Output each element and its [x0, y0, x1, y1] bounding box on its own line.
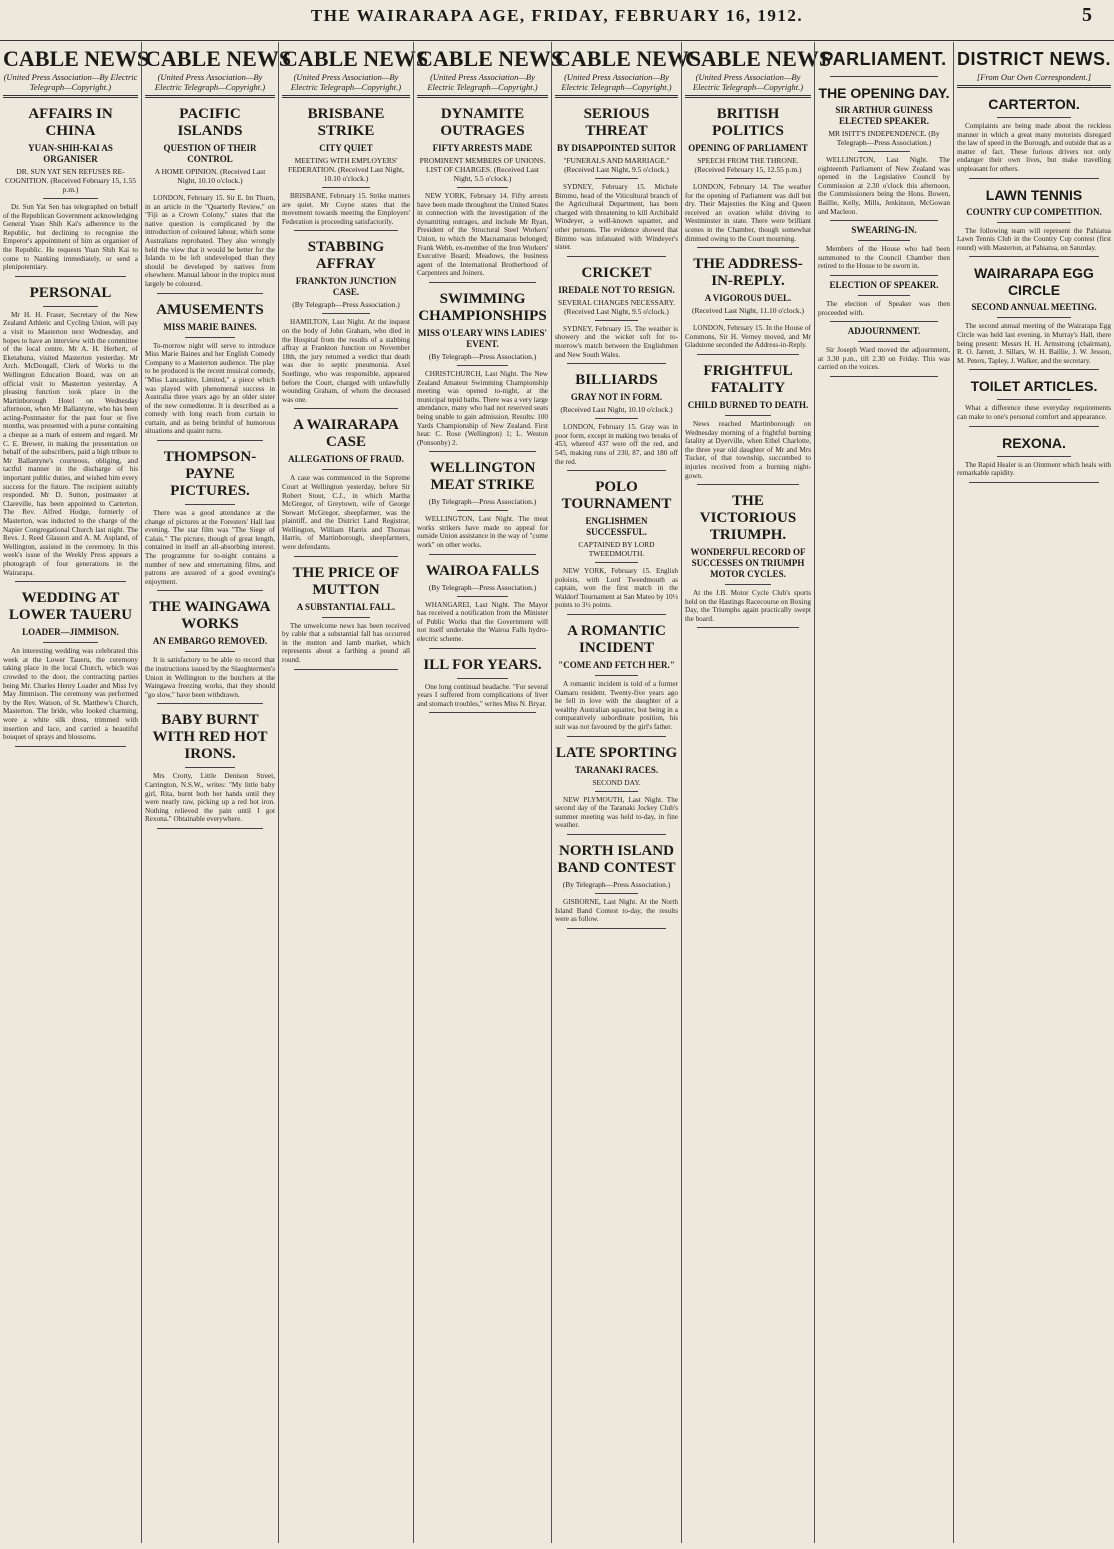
story-subheading: CHILD BURNED TO DEATH. [687, 399, 809, 410]
story-body: A romantic incident is told of a former Oamaru resident. Twenty-five years ago he fell in love with the daughter of a wealthy Australian squatter, but being in a comparatively subordinate position, his suit was not favoured by the girl's father. [555, 680, 678, 732]
divider [429, 648, 536, 649]
story-body: LONDON, February 14. The weather for the opening of Parliament was dull but dry. Their Majesties the King and Queen received an ovation whilst driving to Westminster in state. There were brilliant scenes in the Chamber, though somewhat dimmed owing to the Court mourning. [685, 183, 811, 243]
divider [997, 399, 1071, 400]
divider [15, 746, 126, 747]
story-subheading: GRAY NOT IN FORM. [570, 392, 663, 403]
column-2 [141, 42, 292, 1543]
column-credit: [From Our Own Correspondent.] [957, 72, 1111, 88]
story-headline: STABBING AFFRAY [307, 239, 385, 273]
divider [858, 151, 910, 152]
story-body: One long continual headache. "For several years I suffered from complications of liver and stomach troubles," writes Miss N. Bryar. [417, 682, 548, 708]
story-subheading: SIR ARTHUR GUINESS ELECTED SPEAKER. [835, 105, 933, 126]
divider [595, 178, 638, 179]
divider [830, 321, 938, 322]
divider [457, 678, 508, 679]
divider [595, 791, 638, 792]
column-header: CABLE NEWS [555, 46, 702, 71]
divider [294, 556, 398, 557]
column-header: CABLE NEWS [417, 46, 564, 71]
story-headline: THE VICTORIOUS TRIUMPH. [699, 493, 797, 544]
divider [858, 341, 910, 342]
divider [725, 178, 771, 179]
story-body: Sir Joseph Ward moved the adjournment, at 3.30 p.m., till 2.30 on Friday. This was carried on the voices. [818, 346, 950, 372]
story-dateline: "FUNERALS AND MARRIAGE." (Received Last Night, 9.5 o'clock.) [563, 156, 670, 174]
story-subheading: ELECTION OF SPEAKER. [829, 279, 939, 290]
divider [43, 642, 98, 643]
story-body: An interesting wedding was celebrated this week at the Lower Taueru, the ceremony taking place in the local Church, which was crowded to the door, the contracting parties being Mr. Charles Henry Loader and Miss Ivy May Jimmison. The ceremony was performed by the Rev. Watson, of St. Matthew's Church, Masterton. The bride, who looked charming, wore a white silk dress, trimmed with insertion and lace, and carried a beautiful bouquet of sprays and blossoms. [3, 647, 138, 742]
column-header: PARLIAMENT. [821, 49, 947, 69]
divider [15, 581, 126, 582]
story-subheading: IREDALE NOT TO RESIGN. [558, 284, 675, 295]
story-headline: CARTERTON. [988, 96, 1080, 112]
story-headline: AMUSEMENTS [156, 301, 264, 318]
story-body: Dr. Sun Yat Sen has telegraphed on behalf of the Republican Government acknowledging General Yuan Shih Kai's adherence to the Republic, but declining to recognise the Emperor's appointment of him as organiser of the Republic. He requests Yuan Shih Kai to come to Nanking immediately, or send a plenipotentiary. [3, 203, 138, 272]
divider [567, 614, 666, 615]
divider [595, 893, 638, 894]
column-3 [278, 42, 429, 1543]
divider [322, 617, 370, 618]
story-subheading: FRANKTON JUNCTION CASE. [295, 276, 397, 298]
story-dateline: MR ISITT'S INDEPENDENCE. (By Telegraph—Press Association.) [828, 129, 940, 147]
divider [969, 178, 1099, 179]
divider [43, 198, 98, 199]
story-dateline: DR. SUN YAT SEN REFUSES RE-COGNITION. (Received February 15, 1.55 p.m.) [4, 167, 136, 194]
story-body: SYDNEY, February 15. The weather is showery and the wicket soft for to-morrow's match between the Englishmen and New South Wales. [555, 324, 678, 359]
divider [725, 415, 771, 416]
story-body: LONDON, February 15. Sir E. Im Thurn, in an article in the "Quarterly Review," on "Fiji as a Crown Colony," states that the native question is complicated by the introduction of coloured labour, which some Australians reprobated. They also wrongly held the view that it would be better for the Islands to be left undeveloped than they should be developed by natives from elsewhere. Manual labour in the tropics must largely be coloured. [145, 194, 275, 288]
divider [567, 736, 666, 737]
story-subheading: SWEARING-IN. [851, 225, 917, 236]
story-headline: POLO TOURNAMENT [561, 479, 672, 513]
divider [185, 651, 235, 652]
divider [185, 189, 235, 190]
story-headline: PERSONAL [29, 284, 112, 301]
divider [457, 187, 508, 188]
column-header: CABLE NEWS [685, 46, 832, 71]
story-body: NEW YORK, February 14. Fifty arrests have been made throughout the United States in connection with the investigation of the dynamiting outrages, and include Mr Ryan, President of the Structural Steel Workers' Union, to which the Macnamaras belonged; Frank Webb, ex-member of the Iron Workers' Executive Board; Meadows, the business agent of the International Brotherhood of Carpenters and Joiners. [417, 192, 548, 278]
column-credit: (United Press Association—By Electric Telegraph—Copyright.) [417, 72, 548, 98]
story-headline: NORTH ISLAND BAND CONTEST [557, 843, 676, 876]
story-headline: TOILET ARTICLES. [970, 378, 1098, 395]
column-credit: (United Press Association—By Electric Telegraph—Copyright.) [145, 72, 275, 98]
divider [725, 319, 771, 320]
story-headline: SERIOUS THREAT [583, 106, 650, 139]
story-headline: THE WAINGAWA WORKS [149, 599, 271, 633]
story-headline: THE OPENING DAY. [818, 85, 950, 101]
divider [567, 834, 666, 835]
story-headline: THOMPSON-PAYNE PICTURES. [163, 449, 257, 500]
story-headline: DYNAMITE OUTRAGES [440, 106, 525, 139]
column-credit: (United Press Association—By Electric Telegraph—Copyright.) [685, 72, 811, 98]
story-dateline: (By Telegraph—Press Association.) [562, 880, 671, 889]
divider [830, 220, 938, 221]
divider [997, 456, 1071, 457]
story-body: The Rapid Healer is an Ointment which heals with remarkable rapidity. [957, 460, 1111, 478]
divider [567, 928, 666, 929]
masthead-title: THE WAIRARAPA AGE, FRIDAY, FEBRUARY 16, 1912. [310, 6, 804, 25]
story-body: It is satisfactory to be able to record that the instructions issued by the Slaughtermen's Union in Wellington to the butchers at the Waingawa freezing works, that they should "go slow," have been withdrawn. [145, 656, 275, 699]
divider [322, 187, 370, 188]
story-headline: ILL FOR YEARS. [423, 656, 542, 673]
story-body: LONDON, February 15. Gray was in poor form, except in making two breaks of 453, whereof 437 were off the red, and 545, making runs of 230, 87, and 180 off the red. [555, 423, 678, 466]
column-credit: (United Press Association—By Electric Telegraph—Copyright.) [282, 72, 410, 98]
divider [697, 354, 799, 355]
story-body: NEW PLYMOUTH, Last Night. The second day of the Taranaki Jockey Club's summer meeting was held to-day, in fine weather. [555, 795, 678, 830]
divider [157, 828, 263, 829]
story-headline: FRIGHTFUL FATALITY [703, 362, 793, 396]
divider [997, 222, 1071, 223]
divider [997, 117, 1071, 118]
divider [969, 369, 1099, 370]
column-credit: (United Press Association—By Electric Telegraph—Copyright.) [3, 72, 138, 98]
story-subheading: MISS MARIE BAINES. [163, 321, 257, 332]
divider [294, 669, 398, 670]
story-dateline: (By Telegraph—Press Association.) [428, 497, 537, 507]
divider [858, 240, 910, 241]
story-dateline: SPEECH FROM THE THRONE. (Received February 15, 12.55 p.m.) [694, 156, 802, 174]
column-8 [953, 42, 1114, 1543]
story-headline: BRISBANE STRIKE [307, 106, 385, 139]
story-body: WELLINGTON, Last Night. The meat works strikers have made no appeal for outside Union assistance in the way of "come work" on other works. [417, 515, 548, 550]
story-body: Mr H. H. Fraser, Secretary of the New Zealand Athletic and Cycling Union, will pay a visit to Masterton next Wednesday, and hopes to have an interview with the committee of the local centre. Mr A. H. Herbert, of Eketahuna, visited Masterton yesterday. Mr Arch. McDougall, Clerk of Works to the Wellington Education Board, was on an official visit to Masterton yesterday. A pleasing function took place in the Martinborough Hotel on Wednesday afternoon, when Mr Ballantyne, who has been acting-Postmaster for the past four or five months, was presented with a purse containing a cheque as a mark of esteem and regard. Mr C. E. Brewer, in making the presentation on behalf of the subscribers, paid a high tribute to Mr Ballantyne's courteous, obliging, and tactful manner in the discharge of his important public duties, and wished him every success for the future. The recipient suitably responded. Mr D. Sutton, postmaster at Clareville, has been appointed to Carterton. The Rev. Alfred Hodge, formerly of Masterton, was inducted to the charge of the Napier Congregational Church last night. The Revs. J. Reed Glasson and A. M. Aspland, of Wellington, assisted in the ceremony. In this week's issue of the Weekly Press appears a photograph of four generations in the Wairarapa. [3, 310, 138, 577]
story-headline: BILLIARDS [575, 372, 658, 389]
divider [567, 470, 666, 471]
story-headline: A WAIRARAPA CASE [293, 417, 399, 451]
story-dateline: CAPTAINED BY LORD TWEEDMOUTH. [578, 540, 655, 559]
divider [697, 247, 799, 248]
divider [595, 562, 638, 563]
divider [997, 317, 1071, 318]
story-body: What a difference these everyday requirements can make to one's personal comfort and appearance. [957, 404, 1111, 421]
story-subheading: FIFTY ARRESTS MADE [432, 143, 533, 153]
divider [830, 376, 938, 377]
story-body: WELLINGTON, Last Night. The eighteenth Parliament of New Zealand was opened in the Legislative Council by Commission at 2.30 o'clock this afternoon, the Commissioners being the Hons. Bowen, Baillie, Kelly, Mills, Jenkinson, McGowan and Macleon. [818, 156, 950, 216]
column-credit: (United Press Association—By Electric Telegraph—Copyright.) [555, 72, 678, 98]
story-headline: PACIFIC ISLANDS [177, 106, 243, 139]
story-body: CHRISTCHURCH, Last Night. The New Zealand Amateur Swimming Championship meeting was opened to-night, at the municipal tepid baths. There was a very large attendance, many who had not reserved seats being unable to gain admission. Results: 100 Yards Championship of New Zealand. First heat: C. Rose (Wellington) 1; L. Weston (Ponsonby) 2. [417, 369, 548, 447]
divider [830, 275, 938, 276]
story-subheading: AN EMBARGO REMOVED. [152, 636, 268, 647]
divider [457, 596, 508, 597]
story-subheading: ADJOURNMENT. [847, 326, 921, 337]
divider [567, 363, 666, 364]
story-subheading: WONDERFUL RECORD OF SUCCESSES ON TRIUMPH MOTOR CYCLES. [690, 547, 806, 580]
divider [969, 426, 1099, 427]
column-4 [413, 42, 564, 1543]
divider [969, 256, 1099, 257]
divider [15, 276, 126, 277]
story-dateline: (By Telegraph—Press Association.) [428, 582, 537, 592]
story-subheading: A SUBSTANTIAL FALL. [296, 601, 396, 612]
story-subheading: A VIGOROUS DUEL. [704, 293, 792, 304]
column-header: DISTRICT NEWS. [957, 49, 1111, 69]
divider [294, 408, 398, 409]
story-body: The following team will represent the Pahiatua Lawn Tennis Club in the Country Cup contest (first round) with Masterton, at Pahiatua, on Saturday. [957, 226, 1111, 252]
column-header: CABLE NEWS [3, 46, 150, 71]
column-6 [681, 42, 832, 1543]
story-headline: LAWN TENNIS [985, 186, 1083, 203]
story-headline: WAIRARAPA EGG CIRCLE [974, 265, 1094, 299]
story-body: At the J.B. Motor Cycle Club's sports held on the Hastings Racecourse on Boxing Day, the Triumphs again practically swept the board. [685, 589, 811, 623]
story-headline: WEDDING AT LOWER TAUERU [8, 590, 133, 624]
page-number: 5 [1082, 4, 1092, 26]
column-1 [0, 42, 150, 1543]
story-body: GISBORNE, Last Night. At the North Island Band Contest to-day, the results were as follow. [555, 898, 678, 924]
story-subheading: SECOND ANNUAL MEETING. [971, 302, 1097, 313]
divider [595, 418, 638, 419]
story-subheading: TARANAKI RACES. [574, 764, 659, 775]
story-subheading: QUESTION OF THEIR CONTROL [163, 143, 257, 164]
story-subheading: MISS O'LEARY WINS LADIES' EVENT. [418, 327, 547, 349]
story-body: Complaints are being made about the reckless manner in which a great many motorists disregard the law of speed in the Borough, and outside that as a matter of fact. These furious drivers not only endanger their own lives, but make travelling unpleasant for others. [957, 122, 1111, 173]
story-subheading: ALLEGATIONS OF FRAUD. [288, 454, 404, 465]
story-body: SYDNEY, February 15. Michele Bimmo, head of the Viticultural branch of the Agricultural Department, has been charged with threatening to kill Archibald Windeyer, a well-known squatter, and other persons. The evidence showed that Bimmo was infatuated with Windeyer's sister. [555, 183, 678, 252]
story-headline: AFFAIRS IN CHINA [28, 106, 113, 139]
divider [697, 627, 799, 628]
divider [697, 484, 799, 485]
story-dateline: SECOND DAY. [592, 777, 641, 787]
story-subheading: ENGLISHMEN SUCCESSFUL. [585, 516, 648, 538]
story-body: HAMILTON, Last Night. At the inquest on the body of John Graham, who died in the Hospital from the results of a stabbing affray at Frankton Junction on November 18th, the jury returned a verdict that death was due to septic pneumonia. Axel Soetlinge, who was responsible, appeared before the Court, charged with unlawfully wounding Graham, of whom the deceased was one. [282, 318, 410, 404]
story-body: LONDON, February 15. In the House of Commons, Sir H. Verney moved, and Mr Gladstone seconded the Address-in-Reply. [685, 324, 811, 350]
story-body: A case was commenced in the Supreme Court at Wellington yesterday, before Sir Robert Stout, C.J., in which Martha McGregor, of Greytown, wife of George Stewart McGregor, sheepfarmer, was the plaintiff, and the District Land Registrar, Wellington, William Harris and Thomas Harris, of Martinborough, sheepfarmers, were defendants. [282, 474, 410, 552]
story-subheading: "COME AND FETCH HER." [558, 660, 675, 671]
story-dateline: (Received Last Night, 11.10 o'clock.) [691, 306, 805, 316]
story-body: News reached Martinborough on Wednesday morning of a frightful burning fatality at Dyerville, when Ethel Charlotte, the three year old daughter of Mr and Mrs Tucker, of that township, succumbed to injuries received from a burning night-gown. [685, 419, 811, 480]
story-body: The election of Speaker was then proceeded with. [818, 299, 950, 317]
divider [595, 675, 638, 676]
divider [457, 365, 508, 366]
divider [429, 282, 536, 283]
divider [457, 510, 508, 511]
story-dateline: (By Telegraph—Press Association.) [428, 351, 537, 361]
column-7 [814, 42, 953, 1543]
story-body: To-morrow night will serve to introduce Miss Marie Baines and her English Comedy Company to a Masterton audience. The play to be produced is the recent musical comedy, "Miss Lancashire, Limited," a piece which was played with phenomenal success in Australia three years ago by an older sister of the new comedienne. It is described as a comedy with long reach from curtain to curtain, and as being brimful of humorous situations and quaint turns. [145, 341, 275, 436]
divider [157, 703, 263, 704]
story-subheading: BY DISAPPOINTED SUITOR [556, 143, 677, 153]
divider [969, 482, 1099, 483]
story-subheading: CITY QUIET [319, 143, 373, 153]
story-headline: CRICKET [581, 264, 652, 281]
story-body: The unwelcome news has been received by cable that a substantial fall has occurred in the mutton and lamb market, which represents about a farthing a pound all round. [282, 621, 410, 665]
story-dateline: (By Telegraph—Press Association.) [292, 300, 400, 310]
divider [185, 767, 235, 768]
divider [725, 584, 771, 585]
story-headline: BRITISH POLITICS [712, 106, 784, 139]
story-body: Mrs Crotty, Little Denison Street, Carrington, N.S.W., writes: "My little baby girl, Rita, burnt both her hands until they were nearly raw, picking up a red hot iron. Nothing relieved the pain until I got Rexona." Obtainable everywhere. [145, 772, 275, 824]
column-header: CABLE NEWS [282, 46, 429, 71]
divider [185, 337, 235, 338]
story-dateline: PROMINENT MEMBERS OF UNIONS. LIST OF CHARGES. (Received Last Night, 5.5 o'clock.) [419, 156, 546, 183]
story-dateline: A HOME OPINION. (Received Last Night, 10.10 o'clock.) [154, 167, 266, 185]
story-subheading: OPENING OF PARLIAMENT [688, 143, 808, 153]
story-headline: A ROMANTIC INCIDENT [567, 623, 666, 657]
story-body: Members of the House who had been summoned to the Council Chamber then retired to the House to be sworn in. [818, 245, 950, 271]
story-headline: WAIROA FALLS [425, 562, 540, 579]
divider [429, 712, 536, 713]
story-body: There was a good attendance at the change of pictures at the Foresters' Hall last evening. The star film was "The Siege of Calais." The picture, though of great length, contained in itself an all-absorbing interest. The programme for to-night contains a number of new and entertaining films, and patrons are assured of a good evening's enjoyment. [145, 509, 275, 586]
divider [858, 295, 910, 296]
column-header: CABLE NEWS [145, 46, 292, 71]
story-body: The second annual meeting of the Wairarapa Egg Circle was held last evening, in Murray's Hall, there being present: Messrs H. H. Armstrong (chairman), R. O. Jarrett, J. Sillars, W. H. Baillie, J. W. Jesson, M. Peters, Tapley, J. Walker, and the secretary. [957, 322, 1111, 365]
story-headline: THE ADDRESS-IN-REPLY. [693, 256, 803, 290]
divider [429, 554, 536, 555]
story-headline: WELLINGTON MEAT STRIKE [429, 460, 536, 494]
story-subheading: YUAN-SHIH-KAI AS ORGANISER [28, 143, 113, 164]
story-headline: SWIMMING CHAMPIONSHIPS [418, 290, 547, 324]
divider [322, 469, 370, 470]
story-subheading: LOADER—JIMMISON. [22, 627, 119, 638]
divider [322, 313, 370, 314]
story-body: BRISBANE, February 15. Strike matters are quiet. Mr Coyne states that the movement towards meeting the Employers' Federation is proceeding satisfactorily. [282, 192, 410, 226]
column-5 [551, 42, 702, 1543]
divider [185, 504, 235, 505]
story-body: NEW YORK, February 15. English poloists, with Lord Tweedmouth as captain, won the first match in the Waldorf Tournament at San Mateo by 10½ points to 3½ points. [555, 567, 678, 610]
story-headline: LATE SPORTING [555, 744, 678, 761]
story-headline: REXONA. [1002, 434, 1066, 451]
divider [294, 230, 398, 231]
divider [595, 320, 638, 321]
story-dateline: SEVERAL CHANGES NECESSARY. (Received Last Night, 9.5 o'clock.) [558, 297, 675, 316]
divider [567, 256, 666, 257]
divider [157, 440, 263, 441]
story-subheading: COUNTRY CUP COMPETITION. [966, 206, 1102, 217]
story-dateline: (Received Last Night, 10.10 o'clock.) [560, 405, 673, 415]
divider [157, 293, 263, 294]
divider [429, 451, 536, 452]
story-body: WHANGAREI, Last Night. The Mayor has received a notification from the Minister of Public Works that the Government will not itself undertake the Wairoa Falls hydro-electric scheme. [417, 600, 548, 644]
story-dateline: MEETING WITH EMPLOYERS' FEDERATION. (Received Last Night, 10.10 o'clock.) [287, 156, 405, 183]
divider [43, 306, 98, 307]
masthead [0, 0, 1114, 41]
story-headline: THE PRICE OF MUTTON [292, 564, 400, 598]
divider [830, 76, 938, 77]
story-headline: BABY BURNT WITH RED HOT IRONS. [152, 712, 268, 763]
divider [157, 590, 263, 591]
